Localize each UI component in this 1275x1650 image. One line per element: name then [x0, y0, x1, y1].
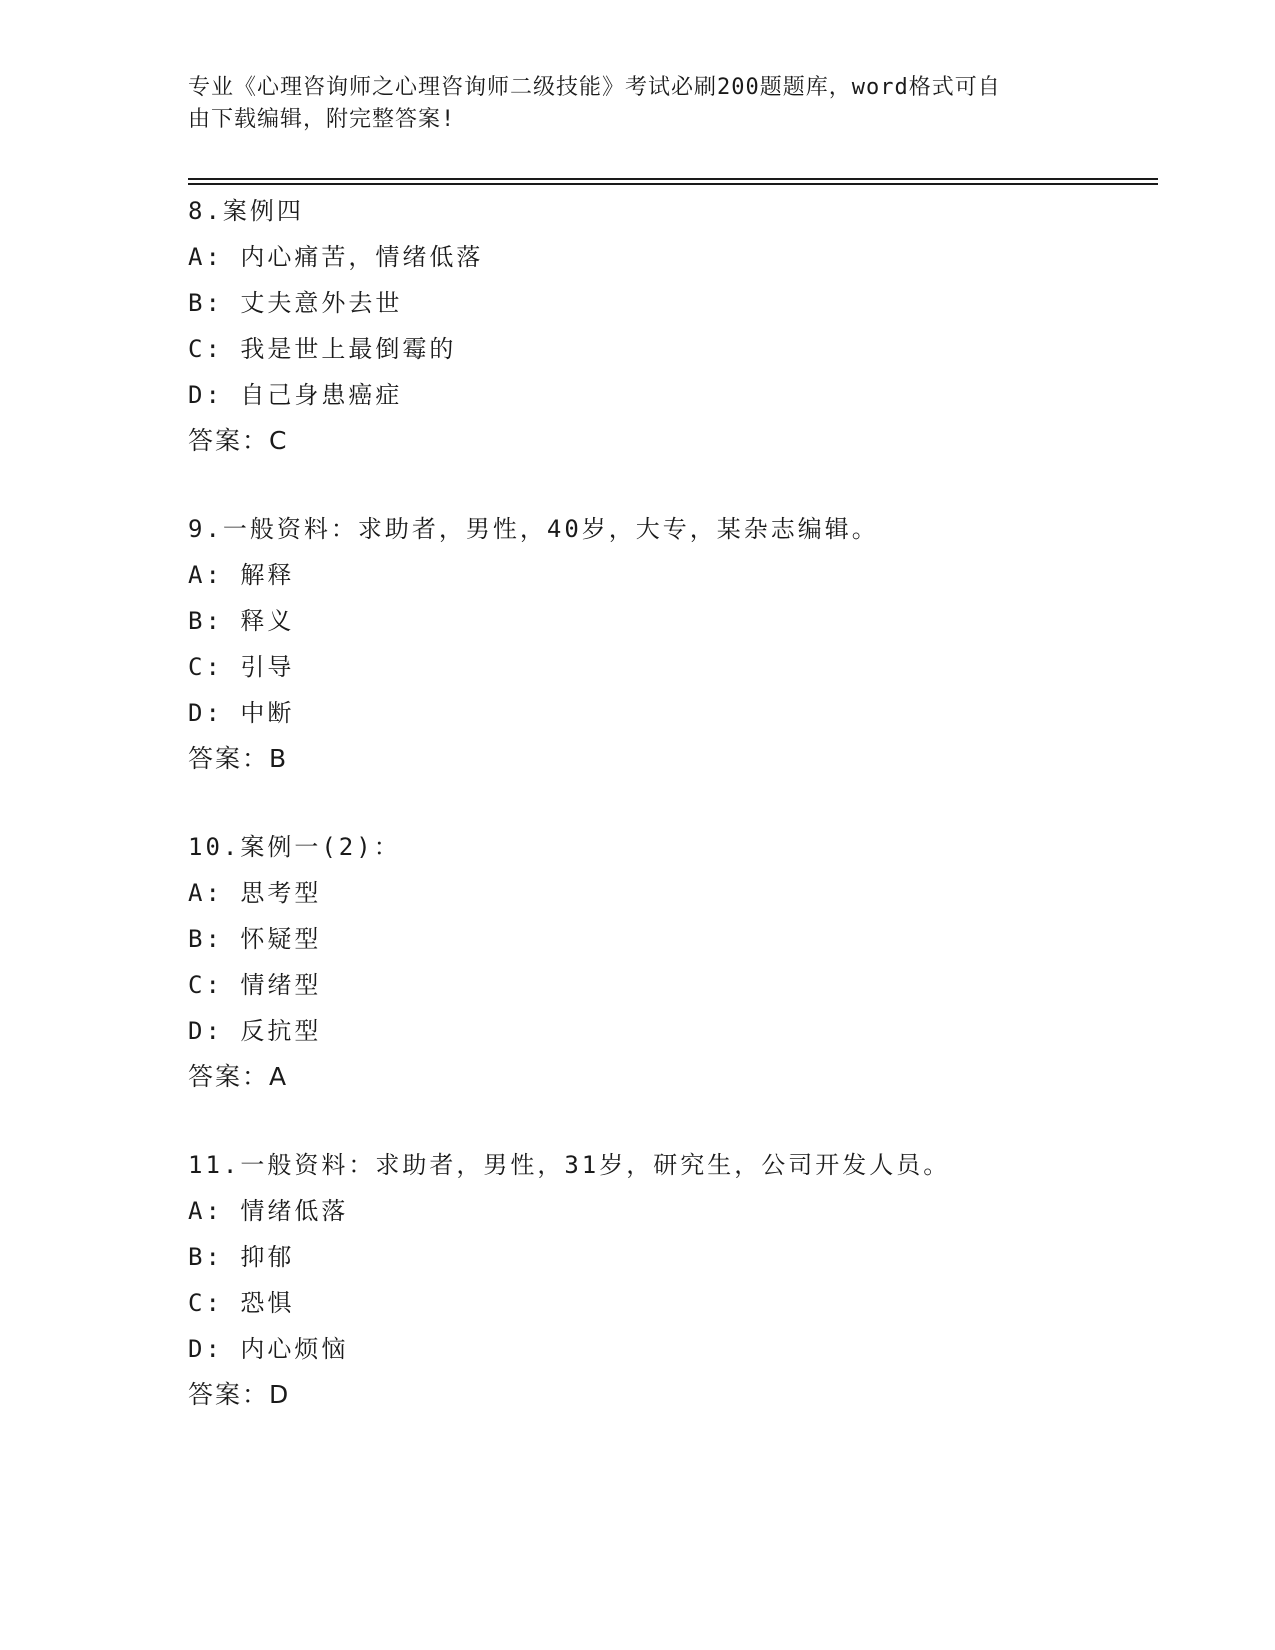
answer-line: 答案：C — [188, 426, 289, 455]
option-a: A: 思考型 — [188, 879, 322, 907]
option-d: D: 反抗型 — [188, 1017, 322, 1045]
header-line-2: 由下载编辑，附完整答案! — [188, 107, 456, 132]
option-b: B: 怀疑型 — [188, 925, 322, 953]
header-divider-bottom — [188, 183, 1158, 185]
option-a: A: 情绪低落 — [188, 1197, 349, 1225]
question-11 — [188, 1142, 1168, 1418]
option-b: B: 丈夫意外去世 — [188, 289, 403, 317]
option-a: A: 内心痛苦，情绪低落 — [188, 243, 484, 271]
document-header — [188, 72, 1068, 136]
option-d: D: 内心烦恼 — [188, 1335, 349, 1363]
option-d: D: 自己身患癌症 — [188, 381, 403, 409]
question-9 — [188, 506, 1168, 782]
option-b: B: 释义 — [188, 607, 295, 635]
question-stem: 11.一般资料：求助者，男性，31岁，研究生，公司开发人员。 — [188, 1151, 951, 1179]
option-c: C: 情绪型 — [188, 971, 322, 999]
answer-line: 答案：B — [188, 744, 289, 773]
option-a: A: 解释 — [188, 561, 295, 589]
answer-line: 答案：A — [188, 1062, 289, 1091]
option-c: C: 我是世上最倒霉的 — [188, 335, 457, 363]
answer-line: 答案：D — [188, 1380, 291, 1409]
question-stem: 9.一般资料：求助者，男性，40岁，大专，某杂志编辑。 — [188, 515, 879, 543]
question-stem: 8.案例四 — [188, 197, 304, 225]
question-8 — [188, 188, 1168, 464]
option-c: C: 恐惧 — [188, 1289, 295, 1317]
option-c: C: 引导 — [188, 653, 295, 681]
option-b: B: 抑郁 — [188, 1243, 295, 1271]
header-line-1: 专业《心理咨询师之心理咨询师二级技能》考试必刷200题题库，word格式可自 — [188, 75, 1001, 100]
option-d: D: 中断 — [188, 699, 295, 727]
question-stem: 10.案例一(2)： — [188, 833, 401, 861]
header-divider-top — [188, 178, 1158, 180]
question-list — [188, 188, 1168, 1460]
question-10 — [188, 824, 1168, 1100]
